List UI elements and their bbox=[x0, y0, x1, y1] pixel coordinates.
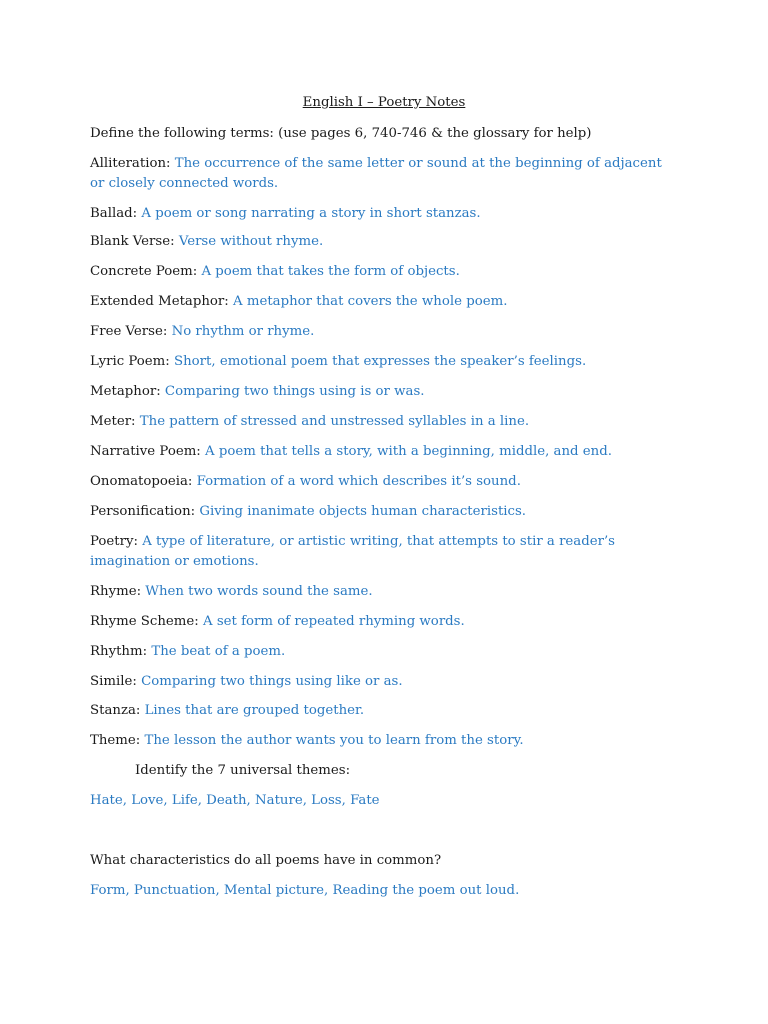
themes-answer: Hate, Love, Life, Death, Nature, Loss, Fate bbox=[90, 793, 380, 808]
term-label: Narrative Poem: bbox=[90, 444, 201, 459]
term-definition: A metaphor that covers the whole poem. bbox=[233, 294, 508, 309]
term-label: Free Verse: bbox=[90, 324, 168, 339]
term-label: Meter: bbox=[90, 414, 136, 429]
term-entry bbox=[90, 642, 680, 662]
instruction-text: Define the following terms: (use pages 6, 740-746 & the glossary for help) bbox=[90, 126, 592, 141]
term-label: Metaphor: bbox=[90, 384, 161, 399]
term-label: Rhythm: bbox=[90, 644, 148, 659]
term-entry bbox=[90, 352, 680, 372]
term-label: Onomatopoeia: bbox=[90, 474, 193, 489]
term-entry bbox=[90, 472, 680, 492]
term-label: Simile: bbox=[90, 674, 137, 689]
term-definition: The occurrence of the same letter or sound at the beginning of adjacent or closely connected words. bbox=[90, 156, 662, 191]
term-definition: A set form of repeated rhyming words. bbox=[202, 614, 465, 629]
term-entry bbox=[90, 262, 680, 282]
term-label: Theme: bbox=[90, 733, 141, 748]
term-label: Extended Metaphor: bbox=[90, 294, 229, 309]
term-entry bbox=[90, 154, 680, 194]
term-definition: The lesson the author wants you to learn from the story. bbox=[144, 733, 524, 748]
question-text: What characteristics do all poems have in common? bbox=[90, 853, 442, 868]
term-definition: A poem that takes the form of objects. bbox=[201, 264, 460, 279]
term-entry bbox=[90, 701, 680, 721]
term-definition: A poem that tells a story, with a beginning, middle, and end. bbox=[205, 444, 612, 459]
term-entry bbox=[90, 382, 680, 402]
term-definition: When two words sound the same. bbox=[145, 584, 373, 599]
term-label: Concrete Poem: bbox=[90, 264, 198, 279]
term-definition: Lines that are grouped together. bbox=[144, 703, 365, 718]
term-definition: The beat of a poem. bbox=[151, 644, 286, 659]
term-entry bbox=[90, 532, 680, 572]
term-definition: A poem or song narrating a story in short stanzas. bbox=[141, 206, 481, 221]
term-definition: No rhythm or rhyme. bbox=[171, 324, 315, 339]
term-entry bbox=[90, 502, 680, 522]
term-entry bbox=[90, 672, 680, 692]
term-entry bbox=[90, 204, 680, 224]
term-entry bbox=[90, 612, 680, 632]
term-label: Alliteration: bbox=[90, 156, 171, 171]
term-entry bbox=[90, 322, 680, 342]
term-entry bbox=[90, 412, 680, 432]
term-entry bbox=[90, 292, 680, 312]
term-definition: Verse without rhyme. bbox=[178, 234, 324, 249]
term-definition: Giving inanimate objects human characteristics. bbox=[199, 504, 527, 519]
term-label: Rhyme Scheme: bbox=[90, 614, 199, 629]
term-definition: Formation of a word which describes it’s sound. bbox=[196, 474, 521, 489]
term-definition: Comparing two things using is or was. bbox=[164, 384, 425, 399]
term-entry bbox=[90, 232, 680, 252]
page-title: English I – Poetry Notes bbox=[302, 95, 466, 110]
term-entry bbox=[90, 442, 680, 462]
answer-text: Form, Punctuation, Mental picture, Reading the poem out loud. bbox=[90, 883, 520, 898]
term-entry bbox=[90, 731, 680, 751]
term-label: Ballad: bbox=[90, 206, 138, 221]
term-label: Rhyme: bbox=[90, 584, 142, 599]
term-label: Blank Verse: bbox=[90, 234, 175, 249]
term-label: Stanza: bbox=[90, 703, 141, 718]
term-definition: Comparing two things using like or as. bbox=[141, 674, 403, 689]
term-entry bbox=[90, 582, 680, 602]
term-label: Poetry: bbox=[90, 534, 138, 549]
term-label: Lyric Poem: bbox=[90, 354, 170, 369]
term-definition: Short, emotional poem that expresses the speaker’s feelings. bbox=[174, 354, 587, 369]
term-definition: The pattern of stressed and unstressed syllables in a line. bbox=[139, 414, 530, 429]
term-definition: A type of literature, or artistic writing, that attempts to stir a reader’s imagination or emotions. bbox=[90, 534, 616, 569]
themes-prompt: Identify the 7 universal themes: bbox=[135, 763, 351, 778]
term-label: Personification: bbox=[90, 504, 196, 519]
